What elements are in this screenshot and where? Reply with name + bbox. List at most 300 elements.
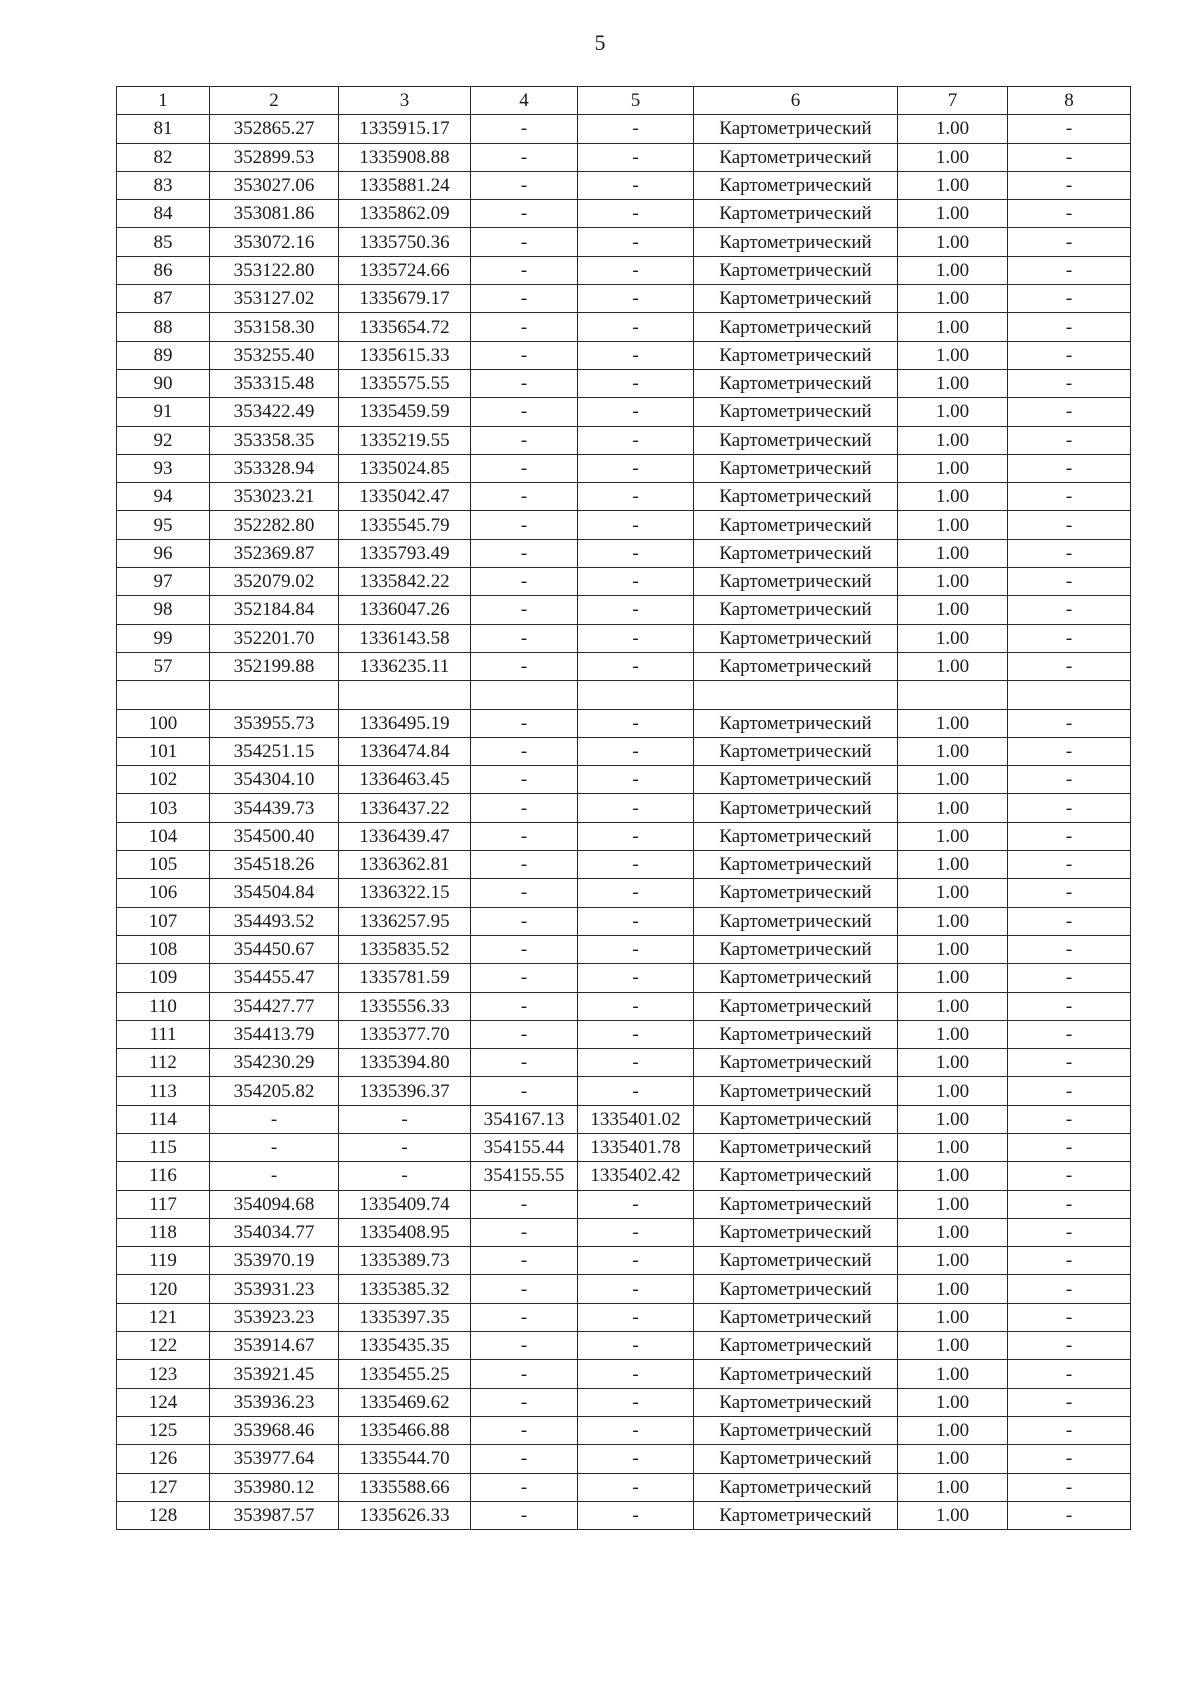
table-cell: - xyxy=(471,568,578,596)
table-cell: 106 xyxy=(117,879,210,907)
table-body xyxy=(117,115,1131,1530)
table-cell: - xyxy=(1008,1388,1131,1416)
column-header: 5 xyxy=(578,87,694,115)
table-row xyxy=(117,1077,1131,1105)
table-cell: Картометрический xyxy=(694,766,898,794)
table-cell: 1335556.33 xyxy=(339,992,471,1020)
table-cell: 103 xyxy=(117,794,210,822)
table-cell: 108 xyxy=(117,935,210,963)
table-cell: 1.00 xyxy=(898,568,1008,596)
column-header: 4 xyxy=(471,87,578,115)
table-cell: Картометрический xyxy=(694,313,898,341)
table-cell: 83 xyxy=(117,171,210,199)
table-cell: Картометрический xyxy=(694,596,898,624)
table-cell: 353931.23 xyxy=(210,1275,339,1303)
table-row xyxy=(117,596,1131,624)
table-cell: 124 xyxy=(117,1388,210,1416)
table-cell: 1.00 xyxy=(898,171,1008,199)
table-cell: 98 xyxy=(117,596,210,624)
table-cell: 91 xyxy=(117,398,210,426)
table-cell: 1335401.02 xyxy=(578,1105,694,1133)
table-cell: 92 xyxy=(117,426,210,454)
table-cell: 1.00 xyxy=(898,766,1008,794)
table-row xyxy=(117,879,1131,907)
table-cell: - xyxy=(1008,369,1131,397)
table-cell: 1336463.45 xyxy=(339,766,471,794)
table-cell: 1.00 xyxy=(898,964,1008,992)
table-cell: - xyxy=(578,313,694,341)
table-row xyxy=(117,1247,1131,1275)
table-row xyxy=(117,1501,1131,1529)
table-cell: 117 xyxy=(117,1190,210,1218)
table-cell: - xyxy=(578,1388,694,1416)
table-cell: 105 xyxy=(117,851,210,879)
table-cell: - xyxy=(1008,398,1131,426)
table-cell: 1.00 xyxy=(898,313,1008,341)
table-cell: - xyxy=(578,1049,694,1077)
table-cell: - xyxy=(1008,1332,1131,1360)
table-cell: Картометрический xyxy=(694,1303,898,1331)
table-cell: - xyxy=(578,483,694,511)
table-row xyxy=(117,398,1131,426)
table-cell: - xyxy=(471,1416,578,1444)
table-cell: 1.00 xyxy=(898,426,1008,454)
table-cell: - xyxy=(1008,1416,1131,1444)
table-cell: - xyxy=(1008,341,1131,369)
table-cell: 352282.80 xyxy=(210,511,339,539)
table-cell: 82 xyxy=(117,143,210,171)
table-row xyxy=(117,1218,1131,1246)
table-cell: - xyxy=(1008,964,1131,992)
table-cell: 111 xyxy=(117,1020,210,1048)
table-cell: 353955.73 xyxy=(210,709,339,737)
table-cell: 115 xyxy=(117,1133,210,1161)
table-cell: 104 xyxy=(117,822,210,850)
table-cell: - xyxy=(210,1105,339,1133)
table-cell: - xyxy=(578,964,694,992)
table-cell: - xyxy=(1008,907,1131,935)
table-cell: 86 xyxy=(117,256,210,284)
table-cell: - xyxy=(578,1247,694,1275)
table-cell: 1335862.09 xyxy=(339,200,471,228)
table-cell: 354504.84 xyxy=(210,879,339,907)
table-cell: Картометрический xyxy=(694,369,898,397)
table-cell: 354450.67 xyxy=(210,935,339,963)
table-cell: 1335385.32 xyxy=(339,1275,471,1303)
table-cell: 94 xyxy=(117,483,210,511)
table-row xyxy=(117,992,1131,1020)
table-row xyxy=(117,709,1131,737)
table-cell: 100 xyxy=(117,709,210,737)
table-cell: Картометрический xyxy=(694,624,898,652)
table-header xyxy=(117,87,1131,115)
table-cell: Картометрический xyxy=(694,709,898,737)
table-cell: 353921.45 xyxy=(210,1360,339,1388)
table-cell: 354500.40 xyxy=(210,822,339,850)
column-header: 8 xyxy=(1008,87,1131,115)
table-cell: Картометрический xyxy=(694,1360,898,1388)
table-cell: - xyxy=(578,1473,694,1501)
table-cell: 1.00 xyxy=(898,1218,1008,1246)
table-cell: - xyxy=(578,935,694,963)
table-row xyxy=(117,454,1131,482)
table-cell: 1.00 xyxy=(898,1473,1008,1501)
table-cell: Картометрический xyxy=(694,256,898,284)
table-cell: - xyxy=(578,228,694,256)
table-cell: 121 xyxy=(117,1303,210,1331)
table-cell: - xyxy=(578,992,694,1020)
table-cell: Картометрический xyxy=(694,1105,898,1133)
table-cell: 1335394.80 xyxy=(339,1049,471,1077)
table-cell: - xyxy=(471,851,578,879)
table-cell: 1.00 xyxy=(898,1501,1008,1529)
table-cell: 1.00 xyxy=(898,1303,1008,1331)
table-cell: 122 xyxy=(117,1332,210,1360)
table-cell: - xyxy=(1008,851,1131,879)
table-cell: - xyxy=(471,1190,578,1218)
column-header: 1 xyxy=(117,87,210,115)
table-cell: 1.00 xyxy=(898,1105,1008,1133)
table-cell: 1335654.72 xyxy=(339,313,471,341)
table-row xyxy=(117,1162,1131,1190)
table-cell: - xyxy=(578,624,694,652)
table-cell: Картометрический xyxy=(694,1162,898,1190)
table-cell: 354304.10 xyxy=(210,766,339,794)
table-cell: - xyxy=(1008,1360,1131,1388)
table-cell: 353158.30 xyxy=(210,313,339,341)
table-cell: 352865.27 xyxy=(210,115,339,143)
table-cell: - xyxy=(578,200,694,228)
table-cell: 353328.94 xyxy=(210,454,339,482)
table-cell: - xyxy=(578,285,694,313)
table-cell: Картометрический xyxy=(694,1020,898,1048)
table-cell: - xyxy=(471,766,578,794)
table-cell: Картометрический xyxy=(694,1049,898,1077)
table-row xyxy=(117,964,1131,992)
table-cell: Картометрический xyxy=(694,568,898,596)
table-cell: - xyxy=(1008,511,1131,539)
table-cell: 57 xyxy=(117,652,210,680)
table-cell: - xyxy=(471,369,578,397)
table-cell: 1336362.81 xyxy=(339,851,471,879)
table-cell: - xyxy=(1008,1077,1131,1105)
table-cell: - xyxy=(1008,313,1131,341)
table-cell: - xyxy=(1008,652,1131,680)
table-cell: - xyxy=(1008,709,1131,737)
table-cell: - xyxy=(1008,1303,1131,1331)
table-cell: - xyxy=(471,256,578,284)
table-cell: - xyxy=(471,1077,578,1105)
table-cell: 87 xyxy=(117,285,210,313)
table-row xyxy=(117,794,1131,822)
table-cell: 353255.40 xyxy=(210,341,339,369)
table-cell: 1335219.55 xyxy=(339,426,471,454)
table-cell: 96 xyxy=(117,539,210,567)
table-cell: - xyxy=(471,709,578,737)
table-row xyxy=(117,483,1131,511)
table-cell: 1.00 xyxy=(898,228,1008,256)
table-cell: - xyxy=(578,398,694,426)
table-cell: - xyxy=(471,171,578,199)
table-cell: 110 xyxy=(117,992,210,1020)
table-cell: - xyxy=(578,1077,694,1105)
table-cell: Картометрический xyxy=(694,341,898,369)
table-cell: - xyxy=(471,794,578,822)
coordinates-table xyxy=(116,86,1131,1530)
table-cell: - xyxy=(471,200,578,228)
table-cell: Картометрический xyxy=(694,794,898,822)
table-cell: 1.00 xyxy=(898,1077,1008,1105)
table-cell: - xyxy=(578,1020,694,1048)
table-cell: Картометрический xyxy=(694,1445,898,1473)
table-cell: 352369.87 xyxy=(210,539,339,567)
table-cell: 353315.48 xyxy=(210,369,339,397)
table-cell: 352899.53 xyxy=(210,143,339,171)
table-cell: 1336474.84 xyxy=(339,737,471,765)
table-cell: 123 xyxy=(117,1360,210,1388)
table-cell: - xyxy=(471,1247,578,1275)
table-cell: Картометрический xyxy=(694,228,898,256)
table-cell: 1.00 xyxy=(898,1049,1008,1077)
table-cell: - xyxy=(1008,935,1131,963)
table-cell: - xyxy=(471,822,578,850)
table-cell: 352199.88 xyxy=(210,652,339,680)
table-cell: Картометрический xyxy=(694,1388,898,1416)
table-cell: - xyxy=(471,228,578,256)
table-cell: - xyxy=(1008,1190,1131,1218)
table-cell: 1335626.33 xyxy=(339,1501,471,1529)
table-cell: - xyxy=(1008,1105,1131,1133)
table-cell: - xyxy=(1008,822,1131,850)
table-cell: 353987.57 xyxy=(210,1501,339,1529)
table-cell: Картометрический xyxy=(694,822,898,850)
table-cell: 1.00 xyxy=(898,992,1008,1020)
table-cell: - xyxy=(471,1473,578,1501)
table-cell: 1335401.78 xyxy=(578,1133,694,1161)
table-cell: Картометрический xyxy=(694,1218,898,1246)
table-cell: 90 xyxy=(117,369,210,397)
table-cell: - xyxy=(578,454,694,482)
table-cell: 1.00 xyxy=(898,1020,1008,1048)
table-cell: - xyxy=(210,1162,339,1190)
table-cell: 353081.86 xyxy=(210,200,339,228)
table-cell: - xyxy=(471,398,578,426)
table-cell: - xyxy=(578,1303,694,1331)
table-cell: - xyxy=(471,143,578,171)
table-cell: Картометрический xyxy=(694,1473,898,1501)
table-cell: 354094.68 xyxy=(210,1190,339,1218)
table-row xyxy=(117,171,1131,199)
table-cell: - xyxy=(578,1360,694,1388)
table-cell: - xyxy=(578,737,694,765)
table-cell: - xyxy=(578,115,694,143)
table-cell: 1.00 xyxy=(898,1332,1008,1360)
table-row xyxy=(117,822,1131,850)
table-cell: - xyxy=(1008,285,1131,313)
table-cell: 1335409.74 xyxy=(339,1190,471,1218)
table-cell: 95 xyxy=(117,511,210,539)
table-cell: - xyxy=(1008,228,1131,256)
table-cell: 1335724.66 xyxy=(339,256,471,284)
table-row xyxy=(117,1360,1131,1388)
table-cell: - xyxy=(471,1275,578,1303)
table-cell: 1.00 xyxy=(898,454,1008,482)
table-cell: Картометрический xyxy=(694,1133,898,1161)
table-cell: - xyxy=(471,596,578,624)
column-header: 2 xyxy=(210,87,339,115)
table-row xyxy=(117,1416,1131,1444)
table-cell: - xyxy=(1008,171,1131,199)
table-cell: - xyxy=(471,341,578,369)
table-cell: - xyxy=(471,992,578,1020)
table-cell: 1335377.70 xyxy=(339,1020,471,1048)
table-cell: 1.00 xyxy=(898,285,1008,313)
table-cell: - xyxy=(471,426,578,454)
table-cell: 1335469.62 xyxy=(339,1388,471,1416)
table-cell: - xyxy=(578,143,694,171)
table-cell xyxy=(339,681,471,709)
table-cell: 353027.06 xyxy=(210,171,339,199)
table-cell: - xyxy=(1008,426,1131,454)
table-cell: Картометрический xyxy=(694,1332,898,1360)
table-cell: 1.00 xyxy=(898,143,1008,171)
table-cell: - xyxy=(471,737,578,765)
table-cell: Картометрический xyxy=(694,964,898,992)
table-cell: Картометрический xyxy=(694,483,898,511)
table-cell: 1.00 xyxy=(898,794,1008,822)
table-row xyxy=(117,285,1131,313)
table-cell: 88 xyxy=(117,313,210,341)
table-row xyxy=(117,511,1131,539)
table-cell: 1.00 xyxy=(898,341,1008,369)
table-cell: 1.00 xyxy=(898,1133,1008,1161)
table-cell: 1.00 xyxy=(898,822,1008,850)
table-cell: Картометрический xyxy=(694,511,898,539)
table-cell: 354034.77 xyxy=(210,1218,339,1246)
table-cell: 1.00 xyxy=(898,879,1008,907)
table-cell: 84 xyxy=(117,200,210,228)
table-cell: - xyxy=(1008,115,1131,143)
table-cell: 125 xyxy=(117,1416,210,1444)
table-cell: Картометрический xyxy=(694,992,898,1020)
table-cell: 1335915.17 xyxy=(339,115,471,143)
table-cell: Картометрический xyxy=(694,171,898,199)
table-cell: Картометрический xyxy=(694,737,898,765)
table-cell: 1335455.25 xyxy=(339,1360,471,1388)
table-cell: 119 xyxy=(117,1247,210,1275)
table-cell: Картометрический xyxy=(694,907,898,935)
table-cell: 1335024.85 xyxy=(339,454,471,482)
table-cell: 1.00 xyxy=(898,1275,1008,1303)
table-cell: - xyxy=(578,1501,694,1529)
table-cell: 354455.47 xyxy=(210,964,339,992)
table-cell: 1.00 xyxy=(898,1388,1008,1416)
table-row xyxy=(117,1473,1131,1501)
table-cell: - xyxy=(471,652,578,680)
table-cell: - xyxy=(578,766,694,794)
table-cell: - xyxy=(578,1416,694,1444)
table-cell: 107 xyxy=(117,907,210,935)
table-cell: 354155.44 xyxy=(471,1133,578,1161)
table-cell: 1.00 xyxy=(898,200,1008,228)
table-cell: - xyxy=(471,483,578,511)
table-cell: - xyxy=(471,1388,578,1416)
table-cell: - xyxy=(1008,879,1131,907)
table-row xyxy=(117,115,1131,143)
table-cell: 1.00 xyxy=(898,115,1008,143)
table-cell: 1335575.55 xyxy=(339,369,471,397)
table-cell: 354167.13 xyxy=(471,1105,578,1133)
table-cell: 81 xyxy=(117,115,210,143)
table-cell: 354251.15 xyxy=(210,737,339,765)
table-cell: 353977.64 xyxy=(210,1445,339,1473)
table-cell: Картометрический xyxy=(694,115,898,143)
table-cell: Картометрический xyxy=(694,652,898,680)
table-cell: 353923.23 xyxy=(210,1303,339,1331)
table-cell: 1.00 xyxy=(898,539,1008,567)
table-cell: - xyxy=(578,426,694,454)
table-cell: 1335588.66 xyxy=(339,1473,471,1501)
table-row xyxy=(117,1303,1131,1331)
table-cell: 1335781.59 xyxy=(339,964,471,992)
table-cell: - xyxy=(1008,1020,1131,1048)
table-cell xyxy=(1008,681,1131,709)
table-cell: 97 xyxy=(117,568,210,596)
table-cell: 1336047.26 xyxy=(339,596,471,624)
table-row xyxy=(117,1020,1131,1048)
table-cell: 1335908.88 xyxy=(339,143,471,171)
table-cell: - xyxy=(471,1303,578,1331)
table-cell: 1.00 xyxy=(898,483,1008,511)
table-cell: 1335396.37 xyxy=(339,1077,471,1105)
table-cell: - xyxy=(1008,483,1131,511)
table-cell: 1336257.95 xyxy=(339,907,471,935)
table-cell: - xyxy=(210,1133,339,1161)
table-row xyxy=(117,681,1131,709)
table-cell: 112 xyxy=(117,1049,210,1077)
table-cell: - xyxy=(1008,596,1131,624)
table-cell: - xyxy=(578,341,694,369)
table-cell: - xyxy=(578,539,694,567)
column-header: 3 xyxy=(339,87,471,115)
table-cell: - xyxy=(471,1020,578,1048)
table-cell: - xyxy=(471,1049,578,1077)
table-cell: - xyxy=(578,1218,694,1246)
table-row xyxy=(117,907,1131,935)
table-cell: - xyxy=(339,1133,471,1161)
table-cell: 1336437.22 xyxy=(339,794,471,822)
table-cell: 354439.73 xyxy=(210,794,339,822)
table-cell: 1335466.88 xyxy=(339,1416,471,1444)
table-cell: 1336495.19 xyxy=(339,709,471,737)
table-cell: 353127.02 xyxy=(210,285,339,313)
table-cell: 1.00 xyxy=(898,256,1008,284)
table-cell: Картометрический xyxy=(694,1275,898,1303)
table-cell: - xyxy=(471,964,578,992)
table-cell: Картометрический xyxy=(694,1416,898,1444)
table-cell: 353936.23 xyxy=(210,1388,339,1416)
table-cell: - xyxy=(578,596,694,624)
table-cell: - xyxy=(1008,737,1131,765)
table-cell: 1.00 xyxy=(898,596,1008,624)
table-cell: 1335881.24 xyxy=(339,171,471,199)
table-cell: 1.00 xyxy=(898,1360,1008,1388)
table-cell: Картометрический xyxy=(694,1247,898,1275)
table-cell: 1335679.17 xyxy=(339,285,471,313)
table-cell: - xyxy=(578,1445,694,1473)
table-row xyxy=(117,1388,1131,1416)
table-cell: 354230.29 xyxy=(210,1049,339,1077)
